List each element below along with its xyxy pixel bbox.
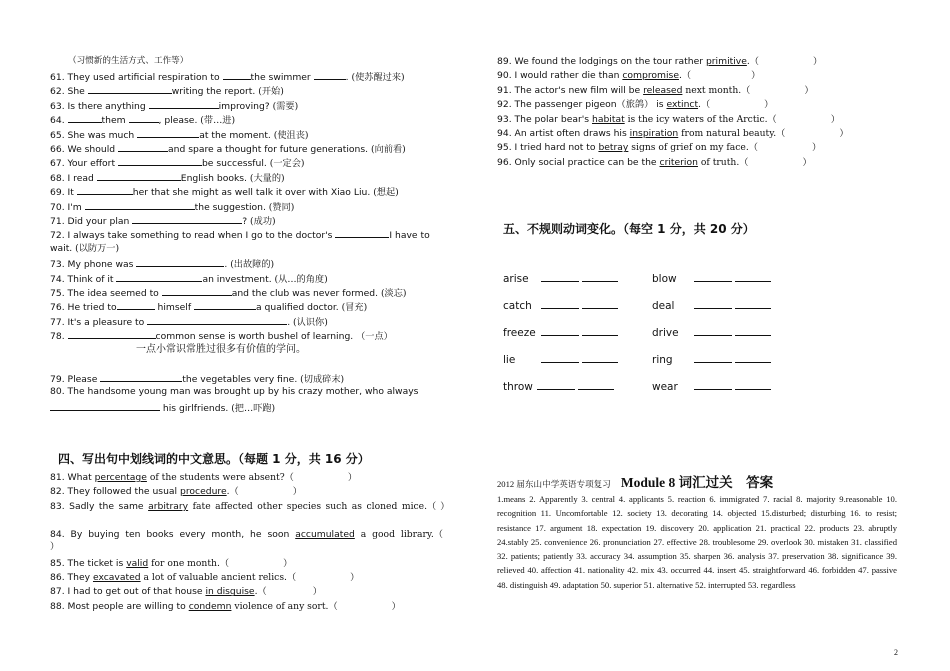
underlined-word: procedure xyxy=(180,486,227,498)
question-text: of truth.（ xyxy=(697,156,749,168)
chinese-hint: (出故障的) xyxy=(230,259,275,271)
answer-blank[interactable] xyxy=(132,214,242,224)
paren-close: ） xyxy=(830,113,840,125)
question-line xyxy=(50,329,393,343)
question-text: 82. They followed the usual xyxy=(50,486,181,498)
question-line xyxy=(50,214,276,228)
question-text: for one month.（ xyxy=(148,557,230,569)
verb-row xyxy=(652,299,771,312)
question-line xyxy=(497,142,821,154)
question-line xyxy=(50,243,119,255)
answer-blank[interactable] xyxy=(100,372,182,382)
verb-word: wear xyxy=(652,381,678,393)
underlined-word: accumulated xyxy=(295,529,355,541)
question-text: 83. Sadly the same xyxy=(50,500,149,512)
question-text: be successful. xyxy=(201,158,270,170)
question-text: 91. The actor's new film will be xyxy=(497,84,644,96)
question-line xyxy=(50,572,359,584)
question-text: an investment. xyxy=(202,273,275,285)
paren-close: ） xyxy=(350,572,360,583)
question-line xyxy=(50,486,302,498)
verb-row xyxy=(503,353,618,366)
question-text: 81. What xyxy=(50,472,95,483)
question-line xyxy=(50,228,430,242)
question-text: the vegetables very fine. xyxy=(182,374,301,385)
question-line xyxy=(50,529,450,553)
chinese-hint: (淡忘) xyxy=(380,288,407,299)
question-line xyxy=(50,99,298,113)
paren-close: ） xyxy=(292,486,302,498)
verb-word: lie xyxy=(503,354,516,366)
question-text: himself xyxy=(154,302,194,314)
question-text: 85. The ticket is xyxy=(50,557,127,569)
past-participle-blank[interactable] xyxy=(735,299,771,309)
question-text: 68. I read xyxy=(50,172,97,184)
answer-blank[interactable] xyxy=(147,315,287,325)
intro-note: （习惯新的生活方式、工作等） xyxy=(68,56,189,66)
question-text: .（ xyxy=(226,486,239,498)
past-tense-blank[interactable] xyxy=(537,380,575,390)
answer-blank[interactable] xyxy=(68,329,156,339)
question-line xyxy=(50,200,294,214)
underlined-word: primitive xyxy=(705,56,747,67)
answer-blank[interactable] xyxy=(194,300,256,310)
question-text: 64. xyxy=(50,115,68,127)
paren-close: ） xyxy=(283,557,293,569)
chinese-hint: (一定会) xyxy=(269,158,305,170)
question-text: his girlfriends. xyxy=(160,402,232,414)
question-text: 67. Your effort xyxy=(50,158,118,170)
question-line xyxy=(50,300,367,314)
underlined-word: condemn xyxy=(188,600,232,612)
question-text: 93. The polar bear's xyxy=(497,113,592,125)
question-line xyxy=(50,601,401,613)
verb-word: catch xyxy=(503,300,532,312)
question-text: 95. I tried hard not to xyxy=(497,142,599,154)
question-text: violence of any sort.（ xyxy=(231,600,338,612)
question-text: 71. Did your plan xyxy=(50,216,133,227)
chinese-hint: (以防万一) xyxy=(75,242,120,254)
question-line xyxy=(50,84,284,98)
question-text: 77. It's a pleasure to xyxy=(50,316,148,328)
question-text: 84. By buying ten books every month, he soon xyxy=(50,529,296,541)
paren-close: ） xyxy=(391,600,401,612)
underlined-word: percentage xyxy=(94,472,147,483)
question-text: and the club was never formed. xyxy=(231,288,381,299)
chinese-hint: (向前看) xyxy=(371,144,406,155)
chinese-hint: (从…的角度) xyxy=(274,273,328,285)
answer-blank[interactable] xyxy=(97,171,181,181)
chinese-hint: (使沮丧) xyxy=(273,129,309,141)
chinese-hint: (开始) xyxy=(258,86,284,98)
answer-blank[interactable] xyxy=(77,185,133,195)
chinese-hint: (冒充) xyxy=(341,302,368,314)
past-tense-blank[interactable] xyxy=(541,299,579,309)
question-line xyxy=(497,70,760,82)
paren-close: ） xyxy=(751,70,761,82)
question-text: fate affected other species such as cloned mice.（ xyxy=(188,500,437,512)
translation-note: 一点小常识常胜过很多有价值的学问。 xyxy=(136,344,306,355)
question-line xyxy=(50,558,292,570)
question-line xyxy=(50,315,328,329)
verb-word: deal xyxy=(652,300,675,312)
past-tense-blank[interactable] xyxy=(694,380,732,390)
verb-row xyxy=(652,326,771,339)
question-line xyxy=(497,85,814,97)
question-line xyxy=(50,70,405,84)
question-line xyxy=(50,272,328,286)
question-text: .（ xyxy=(254,586,267,598)
question-text: 70. I'm xyxy=(50,201,85,213)
answer-blank[interactable] xyxy=(68,113,102,123)
answer-blank[interactable] xyxy=(50,401,160,411)
question-text: 75. The idea seemed to xyxy=(50,288,162,299)
question-text: , please. xyxy=(158,115,201,127)
underlined-word: habitat xyxy=(592,113,625,125)
answers-header-big: Module 8 词汇过关 答案 xyxy=(620,475,774,490)
verb-row xyxy=(652,272,771,285)
verb-word: arise xyxy=(503,273,529,285)
past-participle-blank[interactable] xyxy=(735,353,771,363)
past-participle-blank[interactable] xyxy=(735,272,771,282)
question-text: 88. Most people are willing to xyxy=(50,600,189,612)
paren-close: ） xyxy=(812,56,823,67)
past-participle-blank[interactable] xyxy=(582,326,618,336)
question-text: a lot of valuable ancient relics.（ xyxy=(140,572,297,583)
question-text: is the icy waters of the Arctic.（ xyxy=(624,113,777,125)
answer-key: 1.means 2. Apparently 3. central 4. applicants 5. reaction 6. immigrated 7. racial 8. majority 9.reasonable 10. recognition 11. Uncomfortable 12. society 13. decorating 14. objected 15.disturbed; disturbing 16. to resist; resistance 17. argument 18. expectation 19. discovery 20. application 21. practical 22. products 23. abruptly 24.stably 25. convenience 26. pronunciation 27. effective 28. troublesome 29. overlook 30. mistaken 31. classified 32. patients; patiently 33. accuracy 34. assumption 35. sharpen 36. analysis 37. preservation 38. significance 39. relieved 40. affection 41. nationality 42. mix 43. occurred 44. insert 45. straightforward 46. forbidden 47. passive 48. distinguish 49. adaptation 50. superior 51. alternative 52. interrupted 53. regardless xyxy=(497,494,897,590)
question-text: a good library.（ xyxy=(354,529,443,541)
underlined-word: extinct xyxy=(666,99,699,111)
underlined-word: valid xyxy=(126,557,149,569)
verb-row xyxy=(652,380,771,393)
question-line xyxy=(497,99,773,111)
question-line xyxy=(50,142,406,156)
verb-row xyxy=(652,353,771,366)
question-text: 73. My phone was xyxy=(50,259,137,271)
question-line xyxy=(50,501,450,513)
answers-header-small: 2012 届东山中学英语专项复习 xyxy=(497,479,611,489)
question-text: 66. We should xyxy=(50,144,119,155)
underlined-word: in disguise xyxy=(205,586,255,598)
paren-close: ） xyxy=(802,156,812,168)
question-text: and spare a thought for future generations. xyxy=(168,144,371,155)
question-text: the suggestion. xyxy=(194,201,269,213)
answer-blank[interactable] xyxy=(129,113,159,123)
question-text: her that she might as well talk it over with Xiao Liu. xyxy=(132,187,374,199)
question-line xyxy=(50,156,305,170)
answers-header xyxy=(497,471,773,492)
past-participle-blank[interactable] xyxy=(578,380,614,390)
section-5-title: 五、不规则动词变化。（每空 1 分，共 20 分） xyxy=(503,222,755,236)
question-text: 69. It xyxy=(50,187,77,199)
verb-word: blow xyxy=(652,273,677,285)
question-text: them xyxy=(101,115,129,127)
past-participle-blank[interactable] xyxy=(735,326,771,336)
question-text: .（ xyxy=(698,99,711,111)
answer-blank[interactable] xyxy=(88,84,172,94)
question-line xyxy=(50,586,322,598)
answer-blank[interactable] xyxy=(85,200,195,210)
question-text: 78. xyxy=(50,331,68,343)
chinese-hint: （一点） xyxy=(356,331,393,343)
question-line xyxy=(497,128,849,140)
question-text: I have to xyxy=(389,230,430,242)
chinese-hint: (需要) xyxy=(272,100,299,112)
underlined-word: inspiration xyxy=(629,128,679,139)
question-text: 65. She was much xyxy=(50,129,138,141)
underlined-word: excavated xyxy=(92,572,141,583)
question-line xyxy=(50,257,274,271)
underlined-word: arbitrary xyxy=(148,500,189,512)
answer-blank[interactable] xyxy=(116,272,202,282)
answer-blank[interactable] xyxy=(149,99,219,109)
answer-blank[interactable] xyxy=(314,70,346,80)
underlined-word: compromise xyxy=(622,70,679,82)
verb-row xyxy=(503,380,614,393)
answer-blank[interactable] xyxy=(137,128,199,138)
question-text: at the moment. xyxy=(199,129,274,141)
question-text: next month.（ xyxy=(682,84,751,96)
past-tense-blank[interactable] xyxy=(694,353,732,363)
past-participle-blank[interactable] xyxy=(735,380,771,390)
chinese-hint: (使苏醒过来) xyxy=(351,72,405,83)
past-participle-blank[interactable] xyxy=(582,353,618,363)
paren-close: ） xyxy=(804,84,814,96)
paren-close: ） xyxy=(811,142,822,154)
past-tense-blank[interactable] xyxy=(694,326,732,336)
past-tense-blank[interactable] xyxy=(694,299,732,309)
question-text: signs of grief on my face.（ xyxy=(628,142,758,154)
question-text: writing the report. xyxy=(171,86,259,98)
question-line xyxy=(50,372,344,386)
verb-word: freeze xyxy=(503,327,536,339)
answer-blank[interactable] xyxy=(118,156,202,166)
question-text: from natural beauty.（ xyxy=(678,128,786,139)
answer-blank[interactable] xyxy=(162,286,232,296)
question-line xyxy=(50,286,407,300)
question-text: . xyxy=(287,316,294,328)
question-text: of the students were absent?（ xyxy=(146,472,294,483)
question-text: .（ xyxy=(678,70,692,82)
question-line xyxy=(50,185,399,199)
past-tense-blank[interactable] xyxy=(541,353,579,363)
underlined-word: released xyxy=(643,84,683,96)
question-line xyxy=(497,157,812,169)
past-tense-blank[interactable] xyxy=(541,272,579,282)
answer-blank[interactable] xyxy=(136,257,224,267)
chinese-hint: (把…吓跑) xyxy=(231,402,276,414)
question-text: 80. The handsome young man was brought up by his crazy mother, who always xyxy=(50,386,419,398)
question-text: wait. xyxy=(50,242,76,254)
question-text: 90. I would rather die than xyxy=(497,70,623,82)
past-tense-blank[interactable] xyxy=(541,326,579,336)
verb-row xyxy=(503,326,618,339)
answer-blank[interactable] xyxy=(223,70,251,80)
question-line xyxy=(497,56,822,68)
verb-row xyxy=(503,299,618,312)
question-text: common sense is worth bushel of learning. xyxy=(155,331,357,343)
paren-close: ） xyxy=(347,472,358,483)
question-text: 74. Think of it xyxy=(50,273,117,285)
verb-word: throw xyxy=(503,381,533,393)
question-text: 96. Only social practice can be the xyxy=(497,156,660,168)
past-tense-blank[interactable] xyxy=(694,272,732,282)
underlined-word: betray xyxy=(598,142,629,154)
question-line xyxy=(50,386,418,398)
question-text: . xyxy=(224,259,231,271)
question-text: 62. She xyxy=(50,86,88,98)
paren-close: ） xyxy=(764,99,774,111)
question-text: 94. An artist often draws his xyxy=(497,128,630,139)
answer-blank[interactable] xyxy=(335,228,389,238)
question-text: . xyxy=(345,72,352,83)
verb-word: ring xyxy=(652,354,673,366)
question-text: a qualified doctor. xyxy=(255,302,342,314)
chinese-hint: (带…进) xyxy=(200,115,236,127)
paren-close: ） xyxy=(312,586,322,598)
question-line xyxy=(50,472,357,484)
question-text: ? xyxy=(242,216,251,227)
question-line xyxy=(497,114,840,126)
verb-word: drive xyxy=(652,327,679,339)
question-text: 76. He tried to xyxy=(50,302,117,314)
question-text: 61. They used artificial respiration to xyxy=(50,72,223,83)
chinese-hint: (大量的) xyxy=(249,172,285,184)
section-4-title: 四、写出句中划线词的中文意思。（每题 1 分，共 16 分） xyxy=(58,452,370,466)
answer-blank[interactable] xyxy=(118,142,168,152)
question-text: 86. They xyxy=(50,572,93,583)
question-line xyxy=(50,128,309,142)
question-line xyxy=(50,171,285,185)
paren-close: ） xyxy=(50,541,60,553)
page-number: 2 xyxy=(894,648,898,657)
question-text: 92. The passenger pigeon（旅鸽） is xyxy=(497,99,667,111)
answer-blank[interactable] xyxy=(117,300,155,310)
question-text: 63. Is there anything xyxy=(50,100,149,112)
question-line xyxy=(50,401,275,415)
question-text: 72. I always take something to read when I go to the doctor's xyxy=(50,230,336,242)
paren-close: ） xyxy=(440,500,450,512)
chinese-hint: (想起) xyxy=(373,187,399,199)
chinese-hint: (认识你) xyxy=(293,316,328,328)
chinese-hint: (切成碎末) xyxy=(300,374,345,385)
question-text: English books. xyxy=(180,172,250,184)
question-text: 87. I had to get out of that house xyxy=(50,586,206,598)
question-text: the swimmer xyxy=(250,72,314,83)
question-text: 89. We found the lodgings on the tour rather xyxy=(497,56,706,67)
question-text: .（ xyxy=(746,56,759,67)
question-text: improving? xyxy=(218,100,273,112)
past-participle-blank[interactable] xyxy=(582,272,618,282)
paren-close: ） xyxy=(839,128,849,139)
question-line xyxy=(50,113,235,127)
chinese-hint: (赞同) xyxy=(268,201,295,213)
verb-row xyxy=(503,272,618,285)
underlined-word: criterion xyxy=(659,156,698,168)
chinese-hint: (成功) xyxy=(250,216,276,227)
past-participle-blank[interactable] xyxy=(582,299,618,309)
question-text: 79. Please xyxy=(50,374,101,385)
